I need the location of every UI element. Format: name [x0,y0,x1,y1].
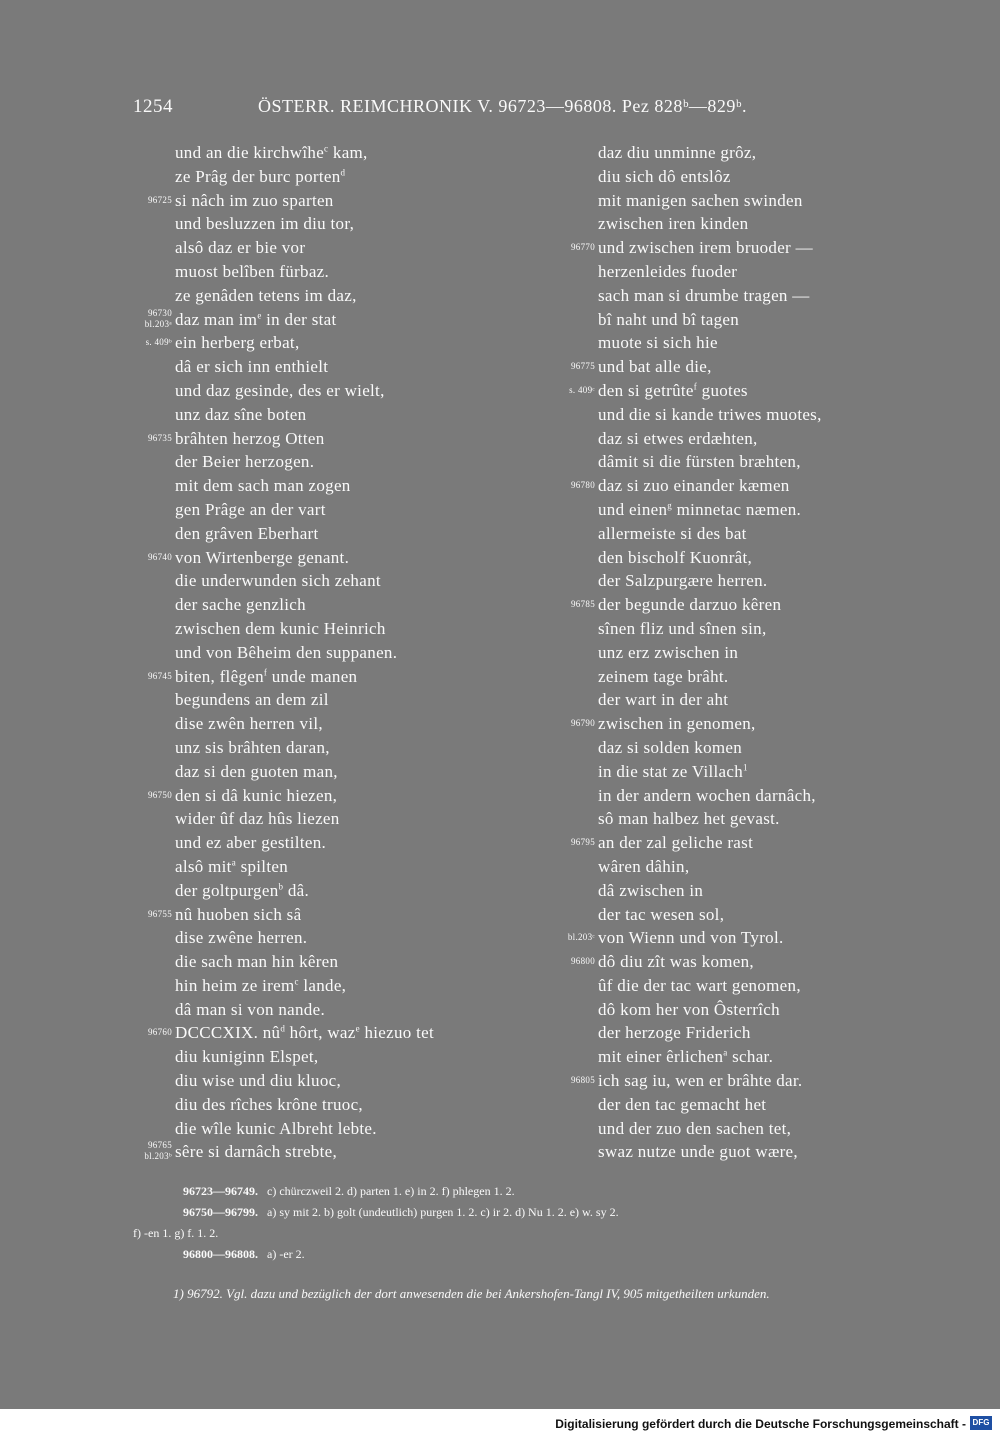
verse-text: si nâch im zuo sparten [175,190,334,210]
verse-line [598,736,928,760]
verse-text: sô man halbez het gevast. [598,809,780,829]
verse-text: ich sag iu, wen er brâhte dar. [598,1071,803,1091]
verse-line [175,593,595,617]
verse-line [175,760,595,784]
verse-text: allermeiste si des bat [598,523,747,543]
line-number: 96785 [571,599,595,610]
verse-line [598,760,928,784]
verse-line [598,1117,928,1141]
verse-text: alsô daz er bie vor [175,238,306,258]
verse-text: herzenleides fuoder [598,261,738,281]
verse-line [598,212,928,236]
verse-line [598,569,928,593]
verse-text: und bat alle die, [598,357,712,377]
verse-line [598,617,928,641]
notes-text: a) -er 2. [267,1247,305,1261]
verse-text: dô kom her von Ôsterrîch [598,999,780,1019]
verse-line [598,998,928,1022]
verse-text: der sache genzlich [175,595,306,615]
verse-text: ein herberg erbat, [175,333,300,353]
line-number: 96775 [571,361,595,372]
verse-text: hin heim ze irem [175,975,295,995]
verse-line [175,736,595,760]
verse-line [598,331,928,355]
verse-line [598,641,928,665]
verse-text: sach man si drumbe tragen — [598,285,810,305]
verse-text: den si getrûte [598,380,694,400]
verse-text: daz diu unminne grôz, [598,143,757,162]
verse-line [571,593,928,617]
verse-text: zwischen iren kinden [598,214,749,234]
verse-line [175,879,595,903]
page-number: 1254 [133,96,173,117]
line-number: 96770 [571,242,595,253]
verse-line [175,212,595,236]
verse-text: kam, [328,143,368,162]
page-header [133,96,823,122]
verse-text: von Wirtenberge genant. [175,547,350,567]
verse-line [598,974,928,998]
verse-text: und die si kande triwes muotes, [598,404,822,424]
line-number: 96805 [571,1075,595,1086]
verse-text: muote si sich hie [598,333,718,353]
verse-line [175,807,595,831]
verse-text: muost belîben fürbaz. [175,261,330,281]
verse-line [175,998,595,1022]
verse-line [175,284,595,308]
verse-text: spilten [236,856,288,876]
verse-line [175,260,595,284]
verse-line [145,331,595,355]
verse-line [598,903,928,927]
verse-line [148,1021,595,1045]
right-verse-column [567,141,928,1164]
dfg-logo: DFG [970,1416,992,1430]
verse-text: von Wienn und von Tyrol. [598,928,784,948]
verse-text: der Salzpurgære herren. [598,571,768,591]
verse-text: an der zal geliche rast [598,833,754,853]
line-number: bl.203ᶜ [567,932,595,943]
verse-line [598,498,928,522]
footnote: 1) 96792. Vgl. dazu und bezüglich der dort anwesenden die bei Ankershofen-Tangl IV, 905 mitgetheilten urkunden. [173,1286,770,1301]
verse-text: hôrt, waz [285,1023,356,1043]
verse-line [598,284,928,308]
verse-line [175,688,595,712]
verse-line [598,427,928,451]
verse-text: die wîle kunic Albreht lebte. [175,1118,377,1138]
verse-line [598,260,928,284]
verse-line [567,926,928,950]
note-mark: d [340,167,346,178]
verse-line [598,1045,928,1069]
verse-text: mit einer êrlichen [598,1047,724,1067]
variant-notes [133,1181,963,1265]
verse-line [571,950,928,974]
line-number: 96735 [148,432,172,443]
verse-line [571,1069,928,1093]
note-mark: g [667,500,673,511]
verse-text: mit dem sach man zogen [175,476,351,496]
verse-text: daz si etwes erdæhten, [598,428,758,448]
note-mark: 1 [743,762,748,773]
line-number: 96780 [571,480,595,491]
verse-line [175,450,595,474]
verse-text: unz daz sîne boten [175,404,307,424]
verse-text: dâ er sich inn enthielt [175,357,329,377]
verse-line [175,712,595,736]
verse-line [598,1140,928,1164]
verse-text: guotes [697,380,748,400]
verse-text: dâmit si die fürsten bræhten, [598,452,801,472]
verse-line [175,831,595,855]
verse-line [175,1045,595,1069]
verse-line [175,1093,595,1117]
verse-text: dô diu zît was komen, [598,952,754,972]
verse-text: unz sis brâhten daran, [175,737,330,757]
verse-text: unz erz zwischen in [598,642,739,662]
line-number: 96725 [148,194,172,205]
verse-text: und daz gesinde, des er wielt, [175,380,385,400]
verse-line [598,807,928,831]
line-number: 96730 bl.203ᵃ [144,307,172,329]
footer-text: Digitalisierung gefördert durch die Deutsche Forschungsgemeinschaft - [555,1417,966,1431]
verse-line [175,355,595,379]
verse-text: sînen fliz und sînen sin, [598,618,767,638]
note-mark: f [693,381,698,392]
footer-banner [0,1409,1000,1439]
verse-text: die underwunden sich zehant [175,571,381,591]
verse-line [598,665,928,689]
verse-text: der wart in der aht [598,690,729,710]
notes-text: c) chürczweil 2. d) parten 1. e) in 2. f) phlegen 1. 2. [267,1184,515,1198]
verse-line [148,903,595,927]
verse-text: dise zwên herren vil, [175,714,323,734]
verse-text: diu sich dô entslôz [598,166,731,186]
verse-line [598,403,928,427]
note-mark: a [231,857,237,868]
verse-line [175,236,595,260]
verse-text: zwischen in genomen, [598,714,756,734]
verse-line [175,569,595,593]
note-mark: a [723,1047,728,1058]
verse-line [148,546,595,570]
verse-text: schar. [727,1047,774,1067]
line-number: 96750 [148,789,172,800]
verse-text: ze genâden tetens im daz, [175,285,357,305]
verse-line [144,1140,595,1164]
verse-text: den bischolf Kuonrât, [598,547,753,567]
line-number: 96755 [148,908,172,919]
verse-line [598,1093,928,1117]
verse-line [598,1021,928,1045]
verse-text: biten, flêgen [175,666,264,686]
verse-line [598,141,928,165]
line-number: s. 409ᶜ [569,384,595,395]
verse-text: den grâven Eberhart [175,523,319,543]
verse-line [571,712,928,736]
verse-line [148,665,595,689]
note-mark: d [280,1023,286,1034]
note-mark: c [294,976,299,987]
verse-text: ze Prâg der burc porten [175,166,341,186]
verse-text: in die stat ze Villach [598,761,743,781]
verse-text: wâren dâhin, [598,856,690,876]
notes-range: 96723—96749. [183,1184,258,1198]
verse-line [571,355,928,379]
verse-line [175,522,595,546]
verse-line [175,1069,595,1093]
line-number: s. 409ᵇ [145,337,172,348]
verse-text: ûf die der tac wart genomen, [598,975,801,995]
verse-text: swaz nutze unde guot wære, [598,1142,798,1162]
verse-text: gen Prâge an der vart [175,499,326,519]
verse-text: diu kuniginn Elspet, [175,1047,319,1067]
verse-line [598,784,928,808]
notes-text: a) sy mit 2. b) golt (undeutlich) purgen 1. 2. c) ir 2. d) Nu 1. 2. e) w. sy 2. [267,1205,619,1219]
verse-line [598,522,928,546]
line-number: 96760 [148,1027,172,1038]
verse-text: daz si zuo einander kæmen [598,476,790,496]
verse-text: dise zwêne herren. [175,928,308,948]
verse-line [148,784,595,808]
verse-line [598,165,928,189]
line-number: 96745 [148,670,172,681]
notes-line [133,1202,963,1223]
verse-text: der herzoge Friderich [598,1023,751,1043]
verse-line [175,141,595,165]
notes-range: 96750—96799. [183,1205,258,1219]
verse-text: dâ. [283,880,310,900]
verse-text: der begunde darzuo kêren [598,595,782,615]
verse-line [175,855,595,879]
verse-text: nû huoben sich sâ [175,904,302,924]
verse-text: in der stat [261,309,337,329]
left-verse-column [144,141,595,1164]
notes-range: 96800—96808. [183,1247,258,1261]
verse-line [175,379,595,403]
line-number: 96740 [148,551,172,562]
verse-line [148,189,595,213]
verse-text: und zwischen irem bruoder — [598,238,813,258]
running-title: ÖSTERR. REIMCHRONIK V. 96723—96808. Pez 828ᵇ—829ᵇ. [258,96,748,116]
verse-text: bî naht und bî tagen [598,309,740,329]
note-mark: e [355,1023,360,1034]
verse-line [175,498,595,522]
verse-text: der Beier herzogen. [175,452,315,472]
verse-text: daz si den guoten man, [175,761,338,781]
verse-line [175,926,595,950]
line-number: 96800 [571,956,595,967]
verse-text: der goltpurgen [175,880,279,900]
line-number: 96795 [571,837,595,848]
verse-line [144,307,595,332]
verse-text: lande, [298,975,347,995]
notes-line [133,1244,963,1265]
verse-text: der tac wesen sol, [598,904,725,924]
note-mark: c [324,143,329,154]
verse-text: daz si solden komen [598,737,743,757]
verse-text: und besluzzen im diu tor, [175,214,355,234]
verse-line [175,641,595,665]
verse-text: hiezuo tet [359,1023,435,1043]
verse-line [175,403,595,427]
verse-line [598,546,928,570]
verse-line [571,236,928,260]
line-number: 96790 [571,718,595,729]
verse-text: und an die kirchwîhe [175,143,325,162]
verse-text: minnetac næmen. [672,499,802,519]
verse-text: wider ûf daz hûs liezen [175,809,340,829]
verse-text: in der andern wochen darnâch, [598,785,816,805]
verse-line [569,379,928,403]
verse-text: unde manen [267,666,358,686]
verse-text: diu wise und diu kluoc, [175,1071,342,1091]
verse-line [175,165,595,189]
verse-line [148,427,595,451]
verse-text: der den tac gemacht het [598,1094,767,1114]
verse-line [175,474,595,498]
verse-line [598,855,928,879]
notes-text: f) -en 1. g) f. 1. 2. [133,1226,219,1240]
verse-text: mit manigen sachen swinden [598,190,803,210]
verse-line [598,308,928,332]
verse-line [175,950,595,974]
verse-text: zwischen dem kunic Heinrich [175,618,386,638]
verse-line [598,688,928,712]
verse-text: und der zuo den sachen tet, [598,1118,792,1138]
verse-line [175,1117,595,1141]
verse-text: und ez aber gestilten. [175,833,327,853]
verse-text: sêre si darnâch strebte, [175,1142,338,1162]
verse-text: alsô mit [175,856,232,876]
notes-line [133,1181,963,1202]
notes-line [133,1223,963,1244]
verse-text: DCCCXIX. nû [175,1023,281,1043]
verse-line [175,617,595,641]
verse-text: zeinem tage brâht. [598,666,729,686]
note-mark: f [263,666,268,677]
verse-text: dâ zwischen in [598,880,704,900]
verse-line [598,189,928,213]
verse-text: daz man im [175,309,258,329]
verse-text: dâ man si von nande. [175,999,325,1019]
verse-line [598,450,928,474]
verse-text: und einen [598,499,668,519]
verse-text: begundens an dem zil [175,690,329,710]
verse-text: und von Bêheim den suppanen. [175,642,398,662]
verse-line [598,879,928,903]
verse-text: den si dâ kunic hiezen, [175,785,338,805]
verse-text: diu des rîches krône truoc, [175,1094,363,1114]
note-mark: b [278,881,284,892]
note-mark: e [257,309,262,320]
verse-line [571,831,928,855]
verse-text: brâhten herzog Otten [175,428,325,448]
line-number: 96765 bl.203ᵇ [144,1140,172,1162]
verse-line [175,974,595,998]
verse-line [571,474,928,498]
verse-text: die sach man hin kêren [175,952,339,972]
